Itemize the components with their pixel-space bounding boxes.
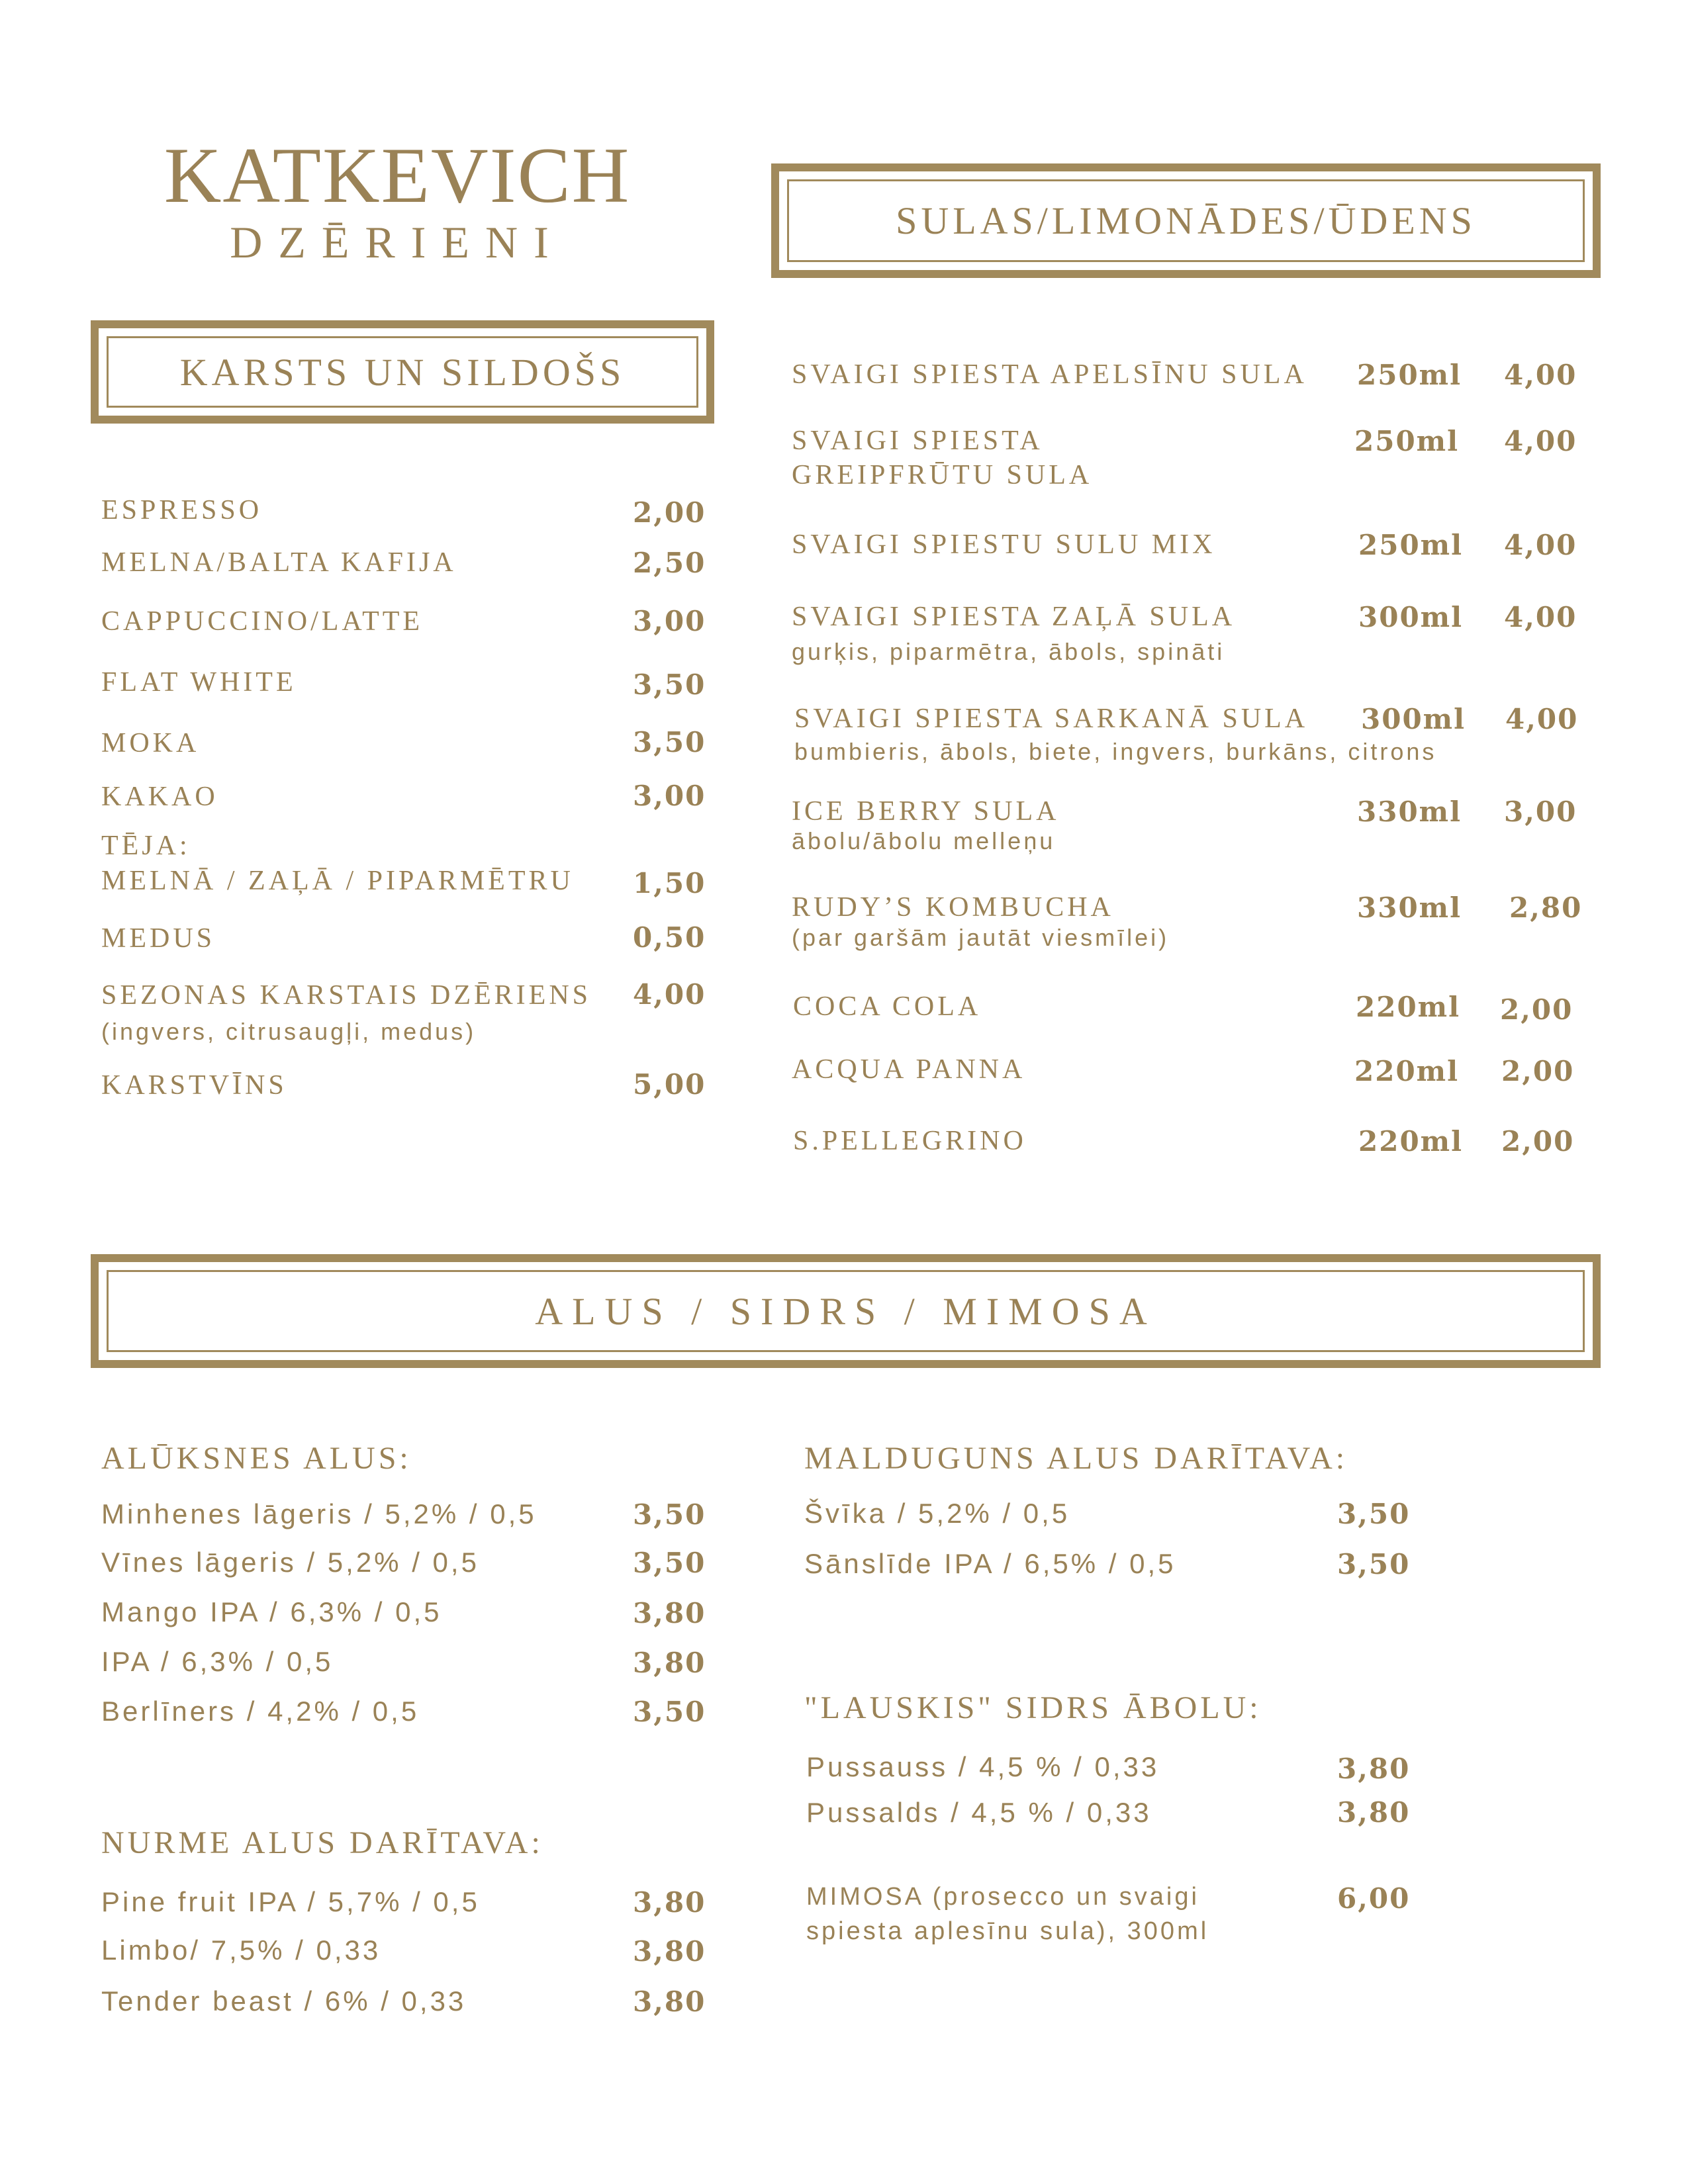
menu-item-price: 3,80 [633, 1985, 706, 2018]
menu-item-price: 5,00 [633, 1068, 706, 1101]
menu-item-name: FLAT WHITE [101, 667, 297, 698]
menu-item-price: 3,80 [633, 1886, 706, 1919]
menu-item-price: 3,50 [1337, 1498, 1411, 1530]
menu-item-price: 2,00 [1500, 993, 1573, 1026]
menu-item-name-line2: GREIPFRŪTU SULA [792, 460, 1093, 490]
menu-item-name: SVAIGI SPIESTA APELSĪNU SULA [792, 359, 1307, 390]
menu-item-name: Tender beast / 6% / 0,33 [101, 1985, 467, 2017]
menu-item-name: CAPPUCCINO/LATTE [101, 606, 424, 637]
brand-subtitle: DZĒRIENI [230, 217, 565, 267]
menu-item-name-line2: MELNĀ / ZAĻĀ / PIPARMĒTRU [101, 866, 574, 896]
menu-item-name: KARSTVĪNS [101, 1070, 287, 1101]
menu-item-description: (ingvers, citrusaugļi, medus) [101, 1018, 477, 1045]
menu-item-volume: 300ml [1358, 601, 1464, 633]
menu-item-name: COCA COLA [793, 991, 982, 1022]
menu-item-volume: 250ml [1357, 359, 1462, 391]
menu-item-price: 4,00 [1505, 703, 1579, 735]
menu-item-name: IPA / 6,3% / 0,5 [101, 1646, 334, 1677]
menu-item-volume: 220ml [1358, 1125, 1464, 1158]
menu-item-description: ābolu/ābolu melleņu [792, 827, 1056, 854]
menu-item-volume: 330ml [1357, 891, 1462, 924]
section-heading: ALŪKSNES ALUS: [101, 1441, 412, 1476]
menu-item-price: 3,50 [633, 668, 706, 701]
menu-item-name: Pine fruit IPA / 5,7% / 0,5 [101, 1886, 480, 1917]
menu-item-price: 2,80 [1509, 891, 1583, 924]
section-heading: MALDUGUNS ALUS DARĪTAVA: [804, 1441, 1348, 1476]
menu-item-description: gurķis, piparmētra, ābols, spināti [792, 638, 1225, 665]
menu-item-price: 4,00 [633, 978, 706, 1011]
menu-item-price: 6,00 [1337, 1882, 1411, 1915]
menu-item-name: MELNA/BALTA KAFIJA [101, 547, 457, 578]
menu-item-price: 2,50 [633, 547, 706, 579]
juices-title: SULAS/LIMONĀDES/ŪDENS [896, 199, 1476, 242]
menu-item-name: Vīnes lāgeris / 5,2% / 0,5 [101, 1547, 479, 1578]
menu-item-price: 3,80 [633, 1935, 706, 1968]
menu-item-name: Limbo/ 7,5% / 0,33 [101, 1934, 381, 1966]
menu-item-price: 1,50 [633, 867, 706, 899]
menu-item-price: 3,00 [633, 605, 706, 637]
beer-title: ALUS / SIDRS / MIMOSA [535, 1289, 1156, 1333]
menu-item-name: Minhenes lāgeris / 5,2% / 0,5 [101, 1498, 537, 1529]
menu-item-price: 4,00 [1504, 529, 1577, 561]
menu-item-name: S.PELLEGRINO [793, 1126, 1027, 1156]
hot-drinks-title: KARSTS UN SILDOŠS [179, 350, 626, 394]
mimosa-line-2: spiesta aplesīnu sula), 300ml [806, 1917, 1209, 1945]
menu-item-price: 0,50 [633, 921, 706, 954]
menu-item-description: (par garšām jautāt viesmīlei) [792, 924, 1170, 951]
menu-item-price: 4,00 [1504, 425, 1577, 457]
menu-item-price: 3,80 [633, 1647, 706, 1679]
menu-item-name: Pussalds / 4,5 % / 0,33 [806, 1797, 1152, 1828]
menu-item-name: Mango IPA / 6,3% / 0,5 [101, 1596, 442, 1627]
menu-item-price: 3,00 [633, 780, 706, 812]
juices-header [771, 163, 1601, 278]
menu-item-name: TĒJA: [101, 831, 191, 861]
menu-item-name: ICE BERRY SULA [792, 796, 1060, 827]
mimosa-line-1: MIMOSA (prosecco un svaigi [806, 1883, 1199, 1911]
menu-item-price: 3,00 [1504, 796, 1577, 828]
menu-item-price: 4,00 [1504, 359, 1577, 391]
menu-item-name: SEZONAS KARSTAIS DZĒRIENS [101, 980, 592, 1011]
menu-item-volume: 220ml [1354, 1055, 1460, 1087]
menu-item-name: ACQUA PANNA [792, 1054, 1026, 1085]
menu-item-volume: 250ml [1354, 425, 1460, 457]
menu-item-price: 3,50 [633, 1696, 706, 1728]
menu-item-name: Švīka / 5,2% / 0,5 [804, 1498, 1070, 1529]
menu-item-volume: 330ml [1357, 796, 1462, 828]
menu-item-name: SVAIGI SPIESTA ZAĻĀ SULA [792, 602, 1236, 632]
menu-item-name: SVAIGI SPIESTA SARKANĀ SULA [794, 704, 1309, 734]
menu-item-price: 2,00 [1501, 1125, 1575, 1158]
menu-item-name: SVAIGI SPIESTA [792, 426, 1043, 456]
menu-item-name: KAKAO [101, 782, 218, 812]
menu-item-price: 3,50 [1337, 1548, 1411, 1580]
menu-item-volume: 220ml [1356, 991, 1461, 1023]
menu-item-volume: 300ml [1361, 703, 1466, 735]
section-heading: NURME ALUS DARĪTAVA: [101, 1825, 543, 1860]
menu-item-price: 3,80 [1337, 1752, 1411, 1785]
menu-item-name: MOKA [101, 728, 200, 758]
menu-item-price: 2,00 [1501, 1055, 1575, 1087]
menu-item-name: Pussauss / 4,5 % / 0,33 [806, 1751, 1160, 1782]
menu-item-price: 3,50 [633, 726, 706, 758]
menu-item-name: RUDY’S KOMBUCHA [792, 892, 1114, 923]
menu-item-name: Berlīners / 4,2% / 0,5 [101, 1696, 420, 1727]
hot-drinks-header [91, 320, 714, 424]
menu-item-name: SVAIGI SPIESTU SULU MIX [792, 529, 1216, 560]
menu-item-price: 2,00 [633, 496, 706, 529]
menu-item-name: ESPRESSO [101, 495, 263, 525]
section-heading: "LAUSKIS" SIDRS ĀBOLU: [804, 1690, 1262, 1725]
menu-item-price: 3,80 [1337, 1796, 1411, 1829]
menu-item-price: 4,00 [1504, 601, 1577, 633]
beer-header [91, 1254, 1601, 1368]
menu-item-price: 3,50 [633, 1547, 706, 1579]
menu-item-price: 3,50 [633, 1498, 706, 1531]
menu-item-name: Sānslīde IPA / 6,5% / 0,5 [804, 1548, 1176, 1579]
menu-item-name: MEDUS [101, 923, 216, 954]
menu-item-description: bumbieris, ābols, biete, ingvers, burkāns, citrons [794, 738, 1437, 765]
menu-item-volume: 250ml [1358, 529, 1464, 561]
menu-item-price: 3,80 [633, 1597, 706, 1629]
brand-title: KATKEVICH [164, 131, 631, 219]
